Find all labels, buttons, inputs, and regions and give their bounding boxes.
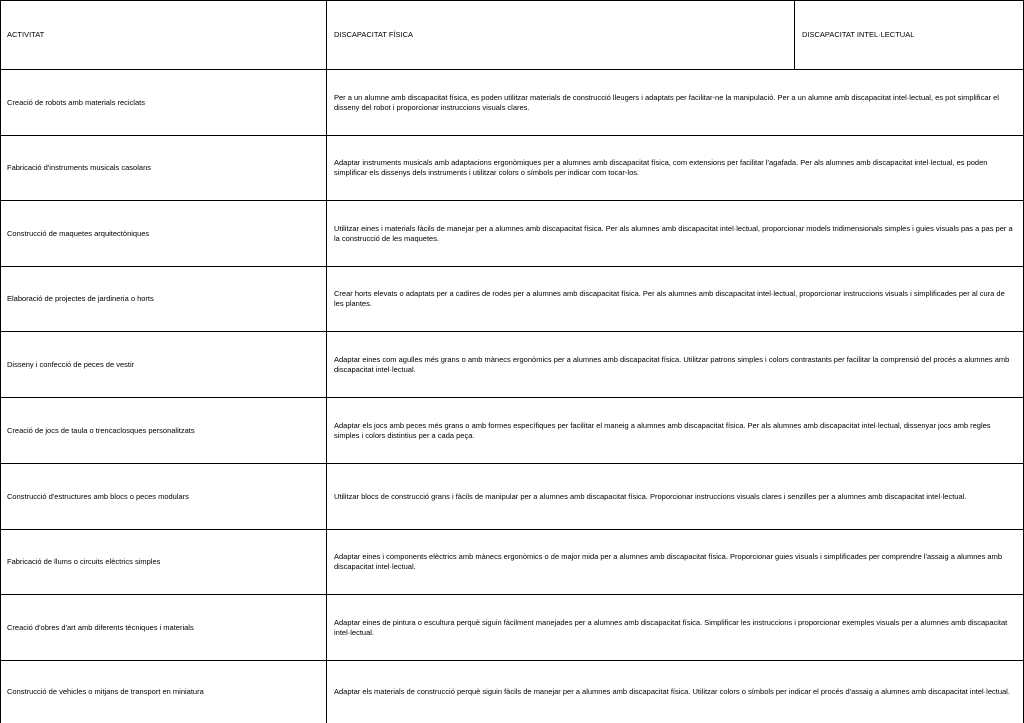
adaptation-cell: Adaptar instruments musicals amb adaptacions ergonòmiques per a alumnes amb discapacitat física, com extensions per facilitar l'agafada. Per als alumnes amb discapacitat intel·lectual, es poden simplificar els dissenys dels instruments i utilitzar colors o símbols per indicar com tocar-los. bbox=[334, 158, 988, 177]
header-discapacitat-fisica: DISCAPACITAT FÍSICA bbox=[334, 29, 414, 39]
activity-cell: Creació de jocs de taula o trencaclosques personalitzats bbox=[7, 425, 195, 435]
activity-cell: Construcció de vehicles o mitjans de transport en miniatura bbox=[7, 687, 204, 696]
activity-cell: Construcció d'estructures amb blocs o peces modulars bbox=[7, 491, 189, 501]
adaptation-cell: Adaptar els materials de construcció perquè siguin fàcils de manejar per a alumnes amb discapacitat física. Utilitzar colors o símbols per indicar el procés d'assaig a alumnes amb discapacitat intel·lectual. bbox=[334, 687, 1010, 696]
adaptation-cell: Adaptar els jocs amb peces més grans o amb formes específiques per facilitar el maneig a alumnes amb discapacitat física. Per als alumnes amb discapacitat intel·lectual, dissenyar jocs amb regles simples i colors distintius per a cada peça. bbox=[334, 420, 991, 440]
adaptation-cell: Adaptar eines com agulles més grans o amb mànecs ergonòmics per a alumnes amb discapacitat física. Utilitzar patrons simples i colors contrastants per facilitar la comprensió del procés a alumnes amb discapacitat intel·lectual. bbox=[334, 354, 1010, 374]
activity-cell: Elaboració de projectes de jardineria o horts bbox=[7, 294, 154, 303]
activity-cell: Fabricació d'instruments musicals casolans bbox=[7, 163, 151, 172]
activity-cell: Creació d'obres d'art amb diferents tècniques i materials bbox=[7, 622, 194, 632]
adaptation-cell: Per a un alumne amb discapacitat física, es poden utilitzar materials de construcció lleugers i adaptats per facilitar-ne la manipulació. Per a un alumne amb discapacitat intel·lectual, es pot simplificar el disseny del robot i proporcionar instruccions visuals clares. bbox=[334, 92, 999, 112]
activity-cell: Creació de robots amb materials reciclats bbox=[7, 97, 145, 107]
adaptation-cell: Adaptar eines i components elèctrics amb mànecs ergonòmics o de major mida per a alumnes amb discapacitat física. Proporcionar guies visuals i simplificades per comprendre l'assaig a alumnes amb discapacitat intel·lectual. bbox=[334, 552, 1002, 571]
activity-cell: Construcció de maquetes arquitectòniques bbox=[7, 228, 150, 238]
adaptation-cell: Utilitzar eines i materials fàcils de manejar per a alumnes amb discapacitat física. Per als alumnes amb discapacitat intel·lectual, proporcionar models tridimensionals simples i guies visuals pas a pas per a la construcció de les maquetes. bbox=[334, 223, 1013, 243]
activity-cell: Fabricació de llums o circuits elèctrics simples bbox=[7, 557, 161, 566]
header-activitat: ACTIVITAT bbox=[7, 29, 45, 39]
adaptation-cell: Crear horts elevats o adaptats per a cadires de rodes per a alumnes amb discapacitat física. Per als alumnes amb discapacitat intel·lectual, proporcionar instruccions visuals i simplificades per al cura de les plantes. bbox=[334, 289, 1005, 308]
header-discapacitat-intellectual: DISCAPACITAT INTEL·LECTUAL bbox=[802, 29, 915, 39]
activity-cell: Disseny i confecció de peces de vestir bbox=[7, 359, 135, 369]
adaptation-cell: Adaptar eines de pintura o escultura perquè siguin fàcilment manejades per a alumnes amb discapacitat física. Simplificar les instruccions i proporcionar exemples visuals per a alumnes amb discapacitat intel·lectual. bbox=[334, 617, 1008, 637]
adaptation-cell: Utilitzar blocs de construcció grans i fàcils de manipular per a alumnes amb discapacitat física. Proporcionar instruccions visuals clares i senzilles per a alumnes amb discapacitat intel·lectual. bbox=[334, 491, 967, 501]
